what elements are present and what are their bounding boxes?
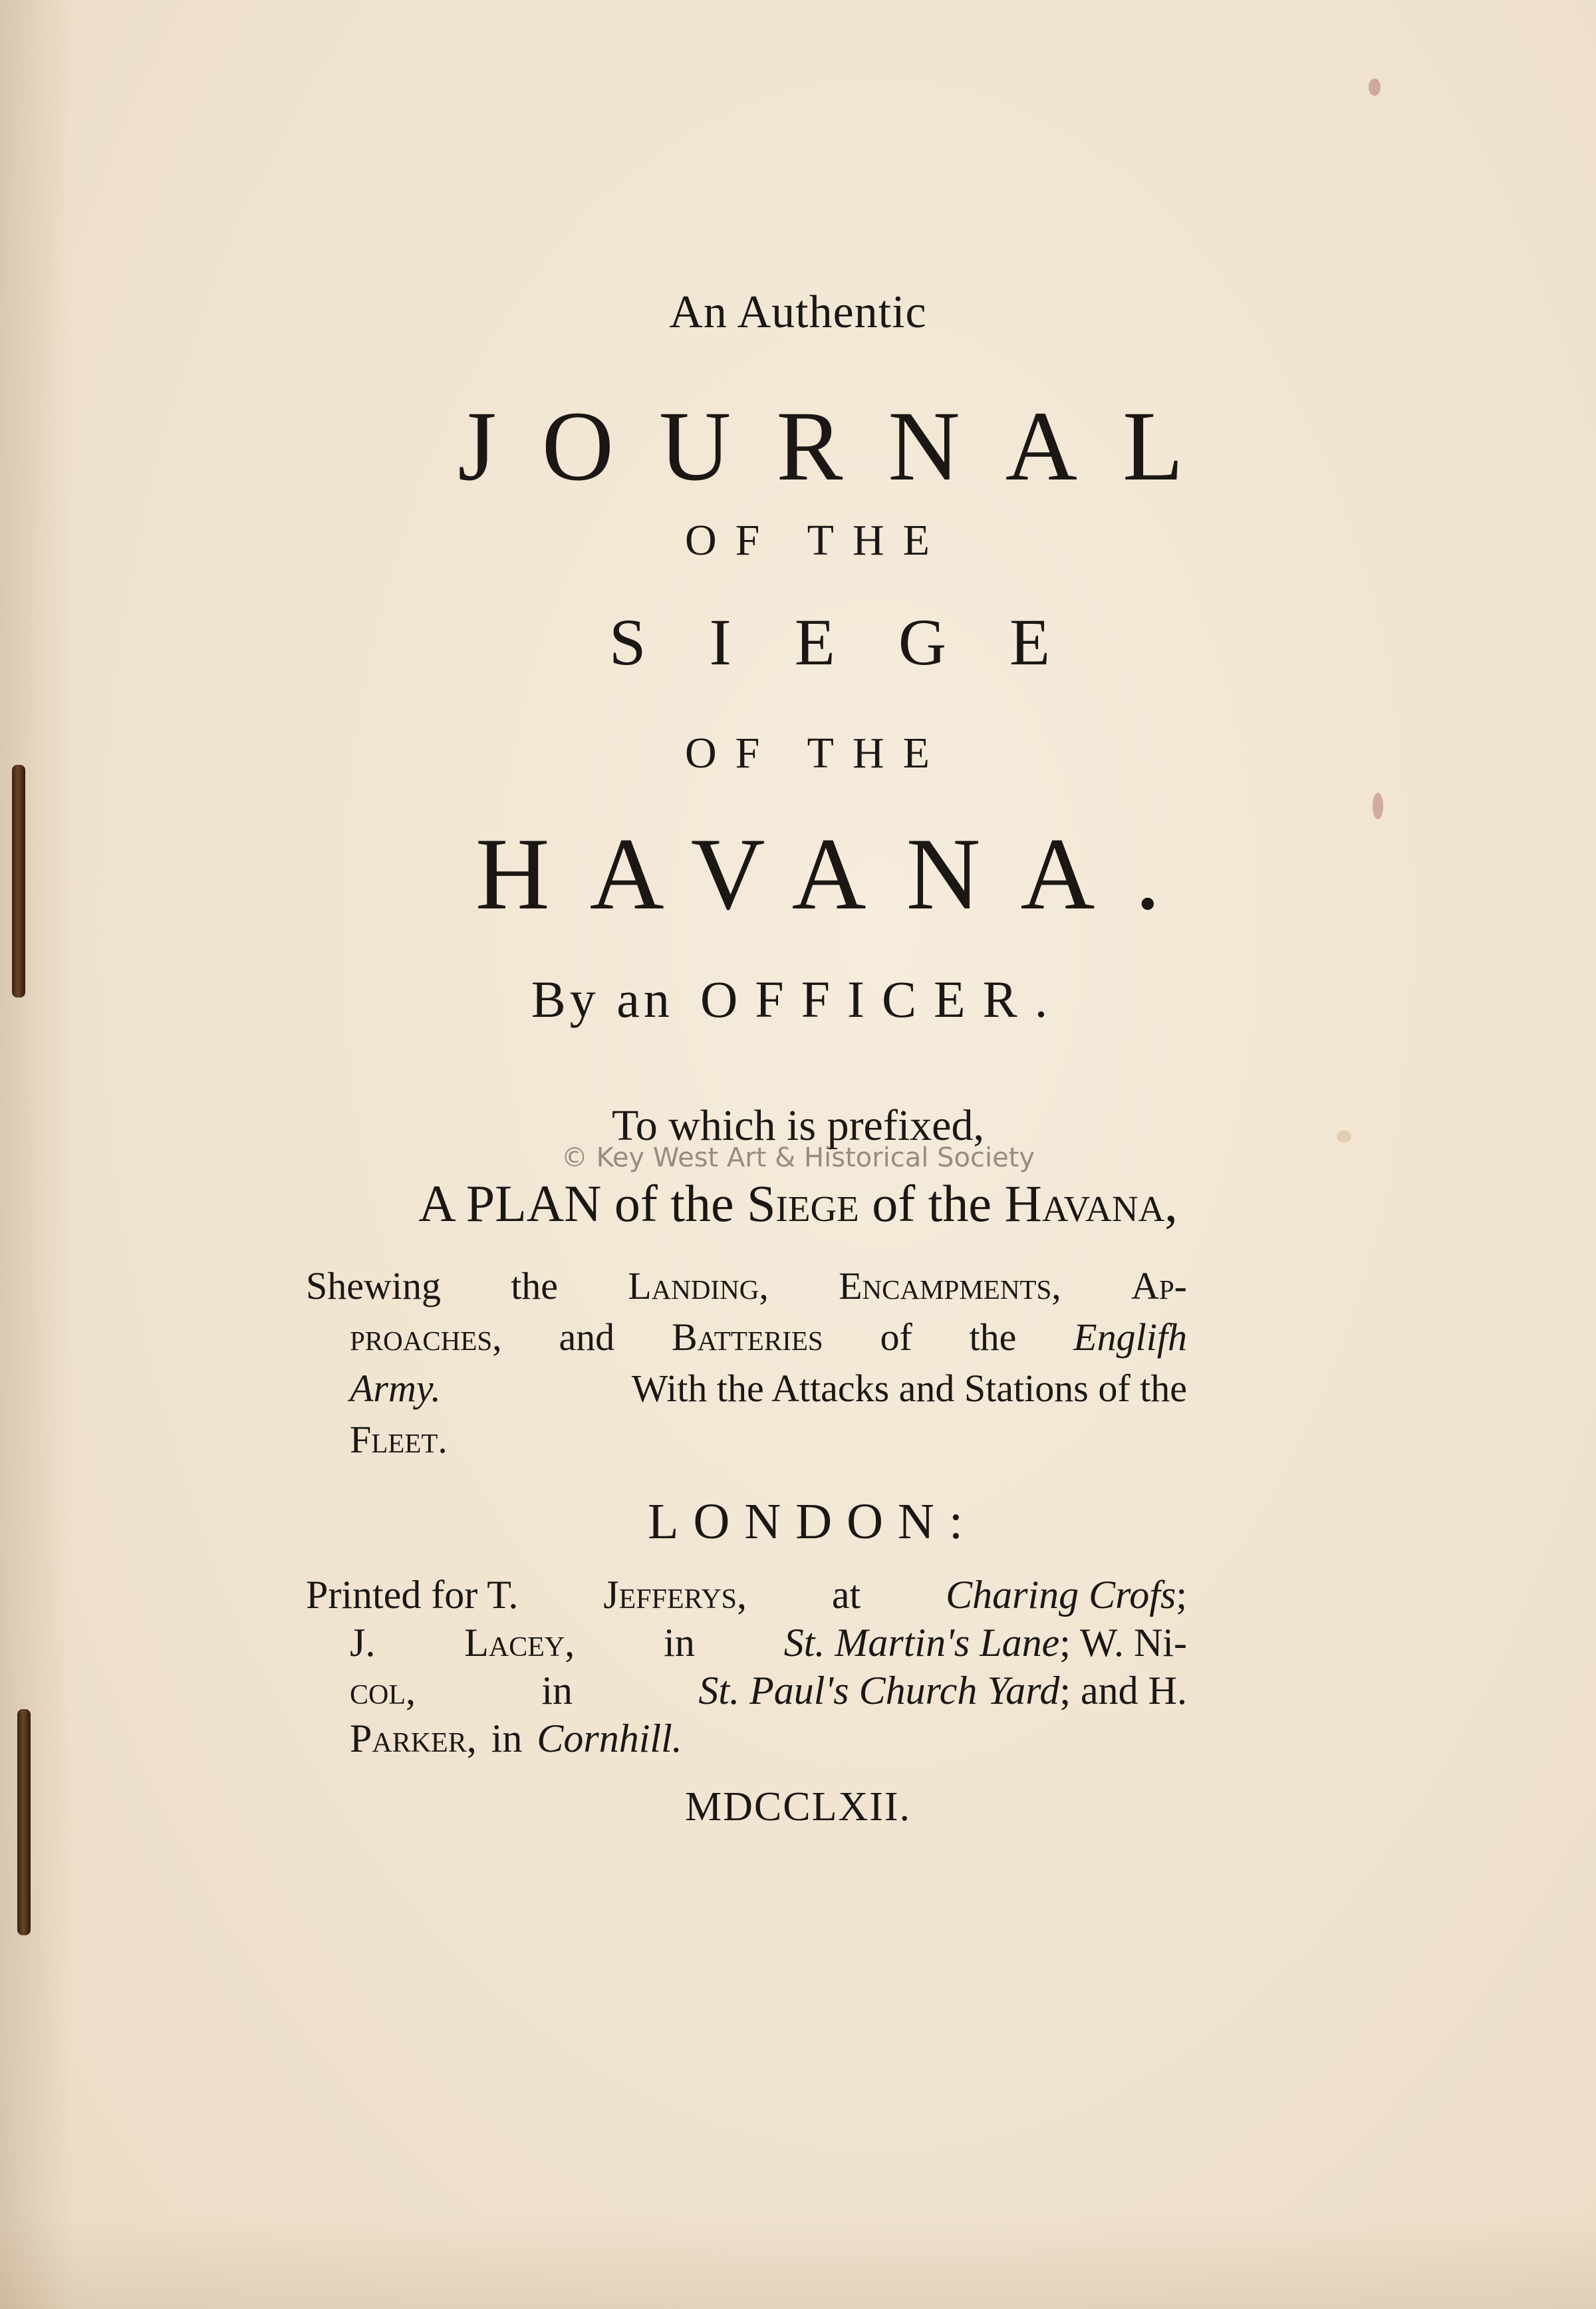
byline-officer: OFFICER. <box>700 970 1065 1028</box>
plan-text-of-the: of the <box>872 1174 992 1232</box>
word: ; W. Ni- <box>1059 1621 1187 1665</box>
prefix-line: To which is prefixed, <box>612 1101 984 1150</box>
word: Army. <box>350 1367 441 1410</box>
word: Cornhill. <box>537 1716 682 1760</box>
title-line-an-authentic: An Authentic <box>669 287 927 338</box>
copyright-watermark: © Key West Art & Historical Society <box>561 1143 1035 1173</box>
word: St. Paul's Church Yard <box>698 1669 1060 1712</box>
word: St. Martin's Lane <box>783 1621 1060 1665</box>
shewing-paragraph <box>306 1264 1187 1472</box>
shewing-line-4 <box>350 1418 1187 1472</box>
imprint-line-3 <box>350 1671 1187 1718</box>
word: ; and H. <box>1059 1669 1187 1712</box>
word: Englifh <box>1073 1315 1187 1359</box>
title-of-the-2: OF THE <box>685 729 948 777</box>
imprint-line-4 <box>350 1718 1187 1766</box>
shewing-line-3 <box>350 1369 1187 1421</box>
byline <box>0 970 1596 1029</box>
word: With the Attacks and Stations of the <box>631 1367 1187 1410</box>
imprint-city: LONDON: <box>648 1494 978 1550</box>
word: in <box>664 1621 695 1665</box>
shewing-line-1 <box>306 1264 1187 1318</box>
word: J. <box>350 1621 376 1665</box>
title-havana: HAVANA. <box>475 817 1201 931</box>
title-of-the-1: OF THE <box>685 516 948 565</box>
plan-text-a: A PLAN of the <box>418 1174 734 1232</box>
word: the <box>969 1315 1017 1359</box>
word: Fleet. <box>350 1418 448 1461</box>
word: in <box>491 1716 523 1760</box>
word: proaches, <box>350 1315 502 1359</box>
word: Ap- <box>1130 1264 1187 1307</box>
word: col, <box>350 1669 416 1712</box>
word: ; <box>1176 1573 1187 1617</box>
shewing-line-2 <box>350 1315 1187 1369</box>
word: Printed for T. <box>306 1573 519 1617</box>
word: Charing Crofs <box>946 1573 1176 1617</box>
word: Parker, <box>350 1716 477 1760</box>
byline-by-an: By an <box>531 970 674 1028</box>
imprint-line-2 <box>350 1623 1187 1671</box>
word: of <box>880 1315 912 1359</box>
imprint-paragraph <box>306 1575 1187 1766</box>
word: Lacey, <box>464 1621 575 1665</box>
plan-text-siege: Siege <box>747 1174 859 1232</box>
page-edge-shadow <box>0 2216 1596 2309</box>
title-siege: SIEGE <box>608 605 1114 679</box>
imprint-year: MDCCLXII. <box>684 1784 912 1830</box>
word: and <box>559 1315 615 1359</box>
word: at <box>831 1573 861 1617</box>
paper-stain <box>1369 78 1381 96</box>
word: Landing, <box>628 1264 769 1307</box>
word: Batteries <box>671 1315 823 1359</box>
plan-line <box>0 1174 1596 1234</box>
word: the <box>511 1264 559 1307</box>
word: in <box>541 1669 573 1712</box>
word: Shewing <box>306 1264 441 1307</box>
imprint-line-1 <box>306 1575 1187 1623</box>
word: Jefferys, <box>603 1573 747 1617</box>
title-journal: JOURNAL <box>458 391 1229 501</box>
word: Encampments, <box>839 1264 1061 1307</box>
plan-text-havana: Havana, <box>1004 1174 1178 1232</box>
